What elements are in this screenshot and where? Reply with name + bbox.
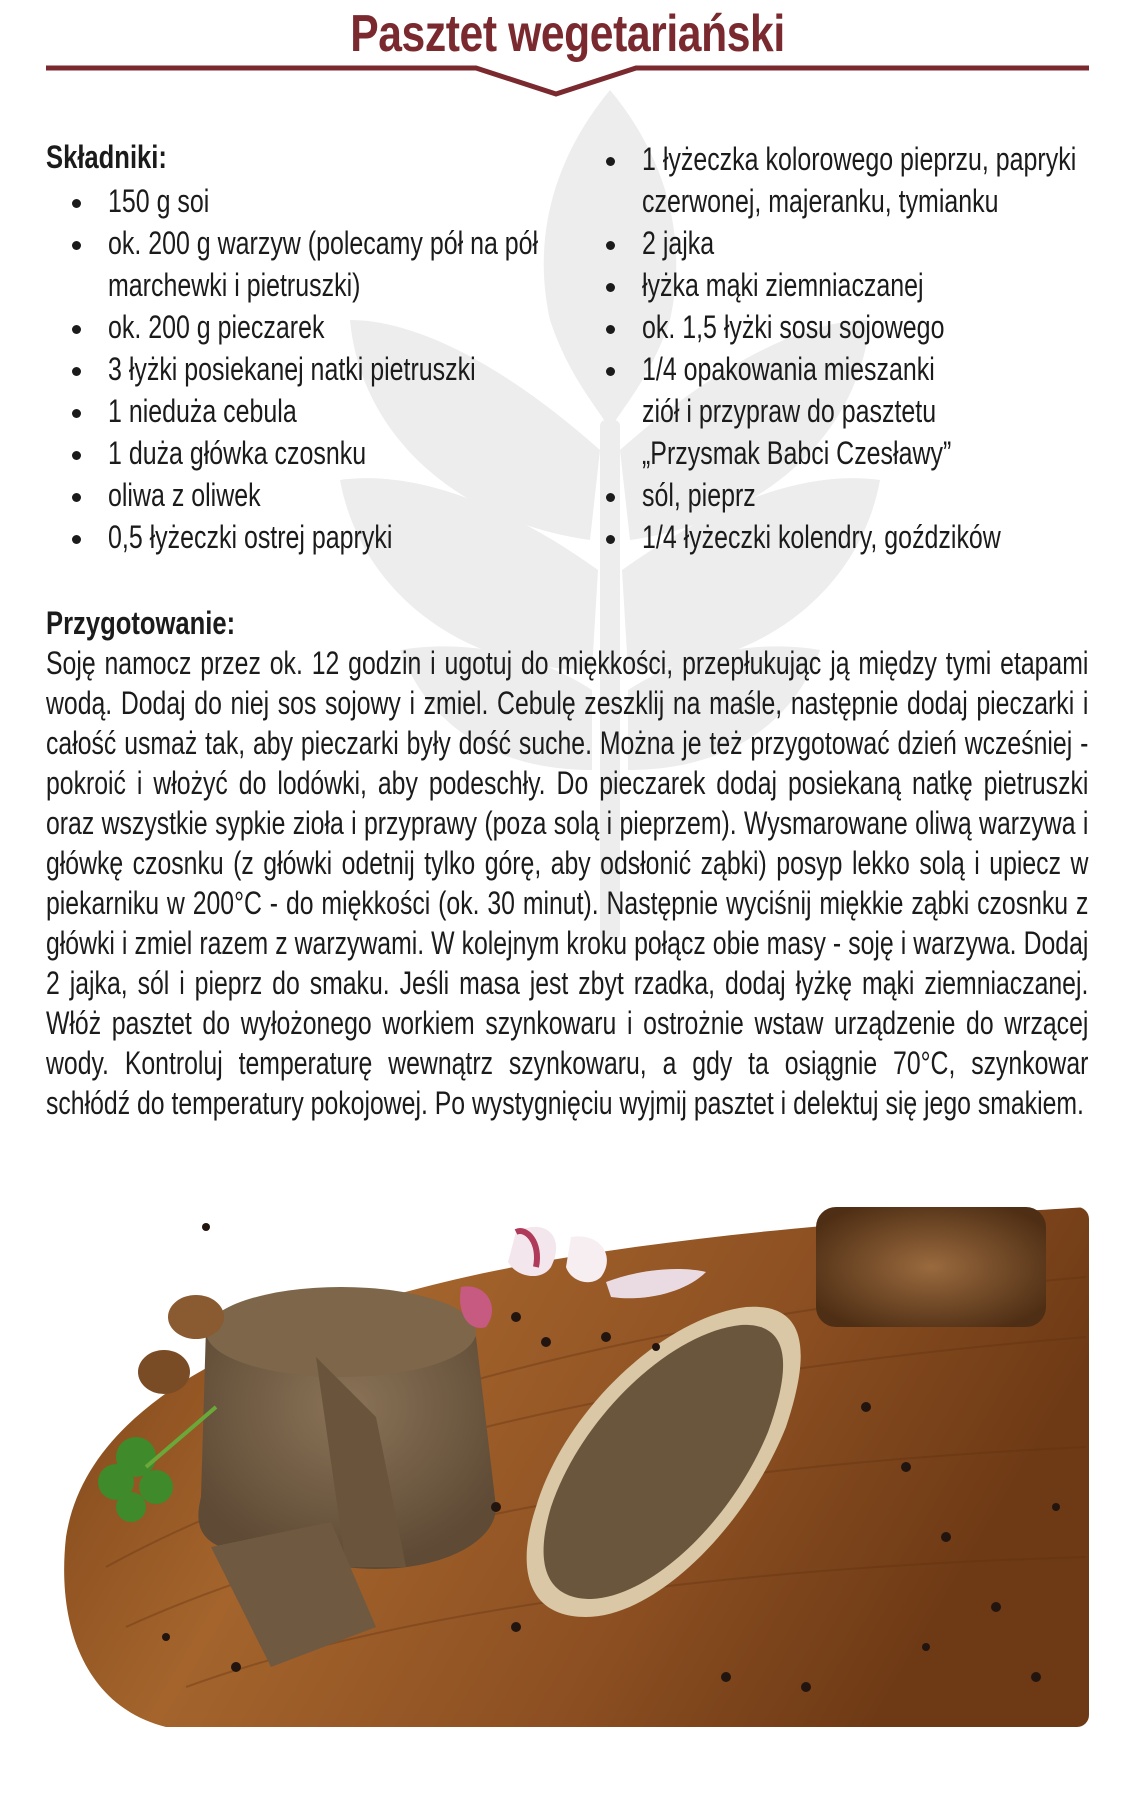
ingredient-text: 150 g soi xyxy=(108,183,210,219)
ingredient-text: 1 łyżeczka kolorowego pieprzu, papryki xyxy=(642,141,1077,177)
ingredient-item xyxy=(46,222,566,306)
ingredient-text: 1/4 łyżeczki kolendry, goździków xyxy=(642,519,1001,555)
preparation-heading: Przygotowanie: xyxy=(46,605,236,641)
ingredient-item xyxy=(580,306,1100,348)
ingredient-item xyxy=(46,474,566,516)
ingredient-item xyxy=(580,222,1100,264)
ingredient-item xyxy=(46,180,566,222)
page-title: Pasztet wegetariański xyxy=(350,5,785,63)
ingredient-item xyxy=(46,432,566,474)
ingredients-heading: Składniki: xyxy=(46,139,167,175)
ingredient-text: 3 łyżki posiekanej natki pietruszki xyxy=(108,351,476,387)
ingredient-text: oliwa z oliwek xyxy=(108,477,261,513)
ingredient-item xyxy=(580,348,1100,474)
ingredient-text: łyżka mąki ziemniaczanej xyxy=(642,267,924,303)
ingredients-list-left xyxy=(46,180,566,558)
ingredient-text: 1 nieduża cebula xyxy=(108,393,297,429)
ingredient-text: 2 jajka xyxy=(642,225,715,261)
ingredient-text: ok. 200 g pieczarek xyxy=(108,309,325,345)
ingredient-item xyxy=(580,516,1100,558)
ingredient-item xyxy=(46,306,566,348)
ingredient-text: ok. 1,5 łyżki sosu sojowego xyxy=(642,309,945,345)
ingredient-item xyxy=(46,516,566,558)
ingredient-item xyxy=(580,264,1100,306)
ingredient-text: ok. 200 g warzyw (polecamy pół na pół xyxy=(108,225,539,261)
ingredient-text: 1/4 opakowania mieszanki xyxy=(642,351,935,387)
ingredient-item xyxy=(580,474,1100,516)
ingredient-item xyxy=(46,390,566,432)
ingredient-text: czerwonej, majeranku, tymianku xyxy=(642,183,999,219)
ingredient-item xyxy=(46,348,566,390)
ingredient-text: marchewki i pietruszki) xyxy=(108,267,361,303)
ingredient-item xyxy=(580,138,1100,222)
ingredient-text: 0,5 łyżeczki ostrej papryki xyxy=(108,519,393,555)
ingredient-text: sól, pieprz xyxy=(642,477,756,513)
ingredient-text: „Przysmak Babci Czesławy” xyxy=(642,435,952,471)
ingredient-text: ziół i przypraw do pasztetu xyxy=(642,393,937,429)
ingredient-text: 1 duża główka czosnku xyxy=(108,435,367,471)
preparation-text: Soję namocz przez ok. 12 godzin i ugotuj do miękkości, przepłukując ją między tymi etapami wodą. Dodaj do niej sos sojowy i zmiel. Cebulę zeszklij na maśle, następnie dodaj pieczarki i całość usmaż tak, aby pieczarki były dość suche. Można je też przygotować dzień wcześniej - pokroić i włożyć do lodówki, aby podeschły. Do pieczarek dodaj posiekaną natkę pietruszki oraz wszystkie sypkie zioła i przyprawy (poza solą i pieprzem). Wysmarowane oliwą warzywa i główkę czosnku (z główki odetnij tylko górę, aby odsłonić ząbki) posyp lekko solą i upiecz w piekarniku w 200°C - do miękkości (ok. 30 minut). Następnie wyciśnij miękkie ząbki czosnku z główki i zmiel razem z warzywami. W kolejnym kroku połącz obie masy - soję i warzywa. Dodaj 2 jajka, sól i pieprz do smaku. Jeśli masa jest zbyt rzadka, dodaj łyżkę mąki ziemniaczanej. Włóż pasztet do wyłożonego workiem szynkowaru i ostrożnie wstaw urządzenie do wrzącej wody. Kontroluj temperaturę wewnątrz szynkowaru, a gdy ta osiągnie 70°C, szynkowar schłódź do temperatury pokojowej. Po wystygnięciu wyjmij pasztet i delektuj się jego smakiem. xyxy=(46,645,1089,1121)
ingredients-list-right xyxy=(580,138,1100,558)
